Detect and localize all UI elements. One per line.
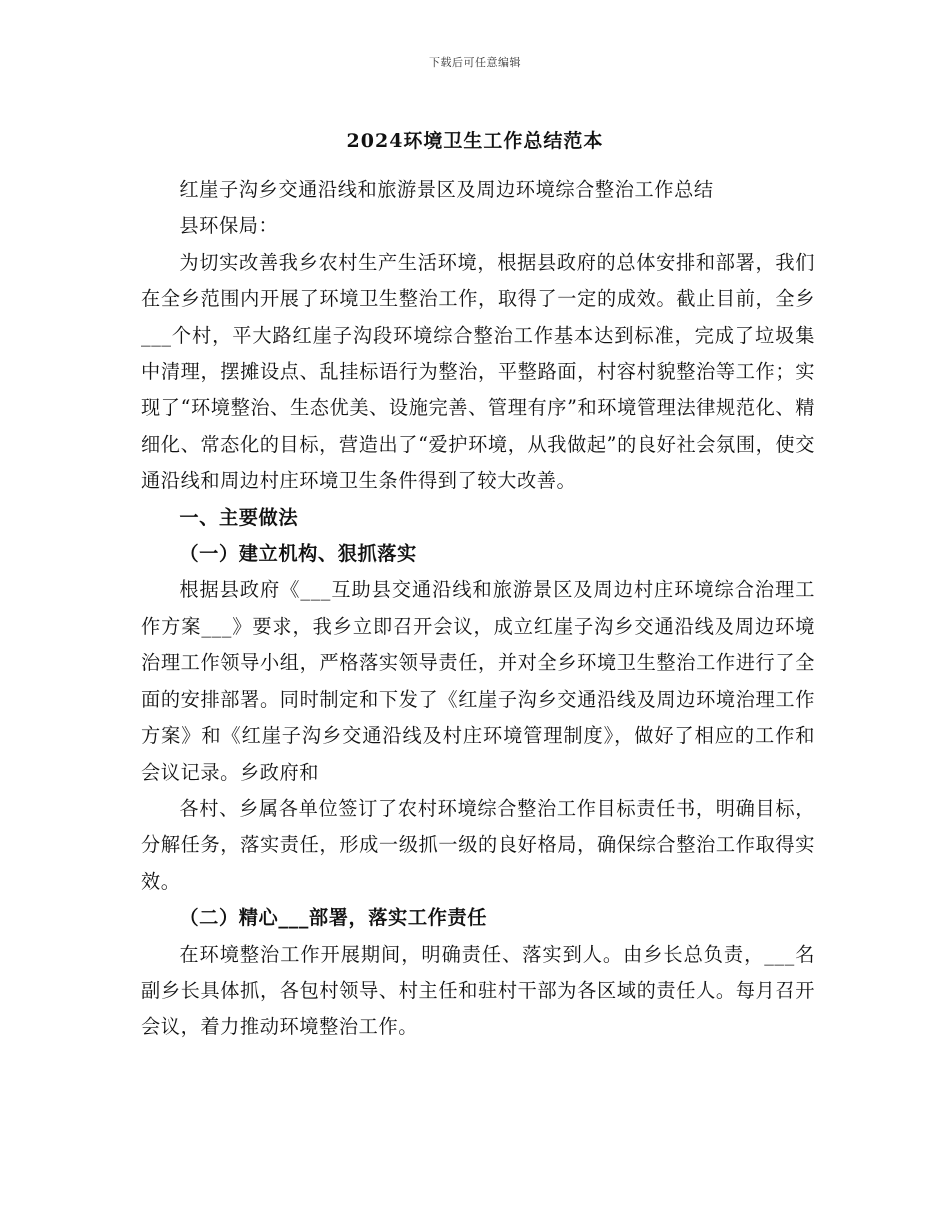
subsection-1-paragraph: 根据县政府《___互助县交通沿线和旅游景区及周边村庄环境综合治理工作方案___》要求，我乡立即召开会议，成立红崖子沟乡交通沿线及周边环境治理工作领导小组，严格落实领导责任，并对全乡环境卫生整治工作进行了全面的安排部署。同时制定和下发了《红崖子沟乡交通沿线及周边环境治理工作方案》和《红崖子沟乡交通沿线及村庄环境管理制度》，做好了相应的工作和会议记录。乡政府和 <box>141 578 815 784</box>
document-title: 2024环境卫生工作总结范本 <box>346 130 604 152</box>
addressee: 县环保局： <box>179 214 279 238</box>
section-heading-main-practices: 一、主要做法 <box>179 505 299 529</box>
document-body <box>141 172 815 1046</box>
subsection-heading-careful-deployment: （二）精心___部署，落实工作责任 <box>179 906 487 930</box>
subsection-2-paragraph: 在环境整治工作开展期间，明确责任、落实到人。由乡长总负责，___名副乡长具体抓，各包村领导、村主任和驻村干部为各区域的责任人。每月召开会议，着力推动环境整治工作。 <box>141 942 815 1039</box>
document-subtitle: 红崖子沟乡交通沿线和旅游景区及周边环境综合整治工作总结 <box>179 178 714 201</box>
intro-paragraph: 为切实改善我乡农村生产生活环境，根据县政府的总体安排和部署，我们在全乡范围内开展了环境卫生整治工作，取得了一定的成效。截止目前，全乡___个村，平大路红崖子沟段环境综合整治工作基本达到标准，完成了垃圾集中清理，摆摊设点、乱挂标语行为整治，平整路面，村容村貌整治等工作；实现了“环境整治、生态优美、设施完善、管理有序”和环境管理法律规范化、精细化、常态化的目标，营造出了“爱护环境，从我做起”的良好社会氛围，使交通沿线和周边村庄环境卫生条件得到了较大改善。 <box>141 250 815 493</box>
page-header-note: 下载后可任意编辑 <box>429 56 521 69</box>
subsection-1-paragraph: 各村、乡属各单位签订了农村环境综合整治工作目标责任书，明确目标，分解任务，落实责任，形成一级抓一级的良好格局，确保综合整治工作取得实效。 <box>141 796 815 893</box>
subsection-heading-establish-organization: （一）建立机构、狠抓落实 <box>179 542 417 566</box>
